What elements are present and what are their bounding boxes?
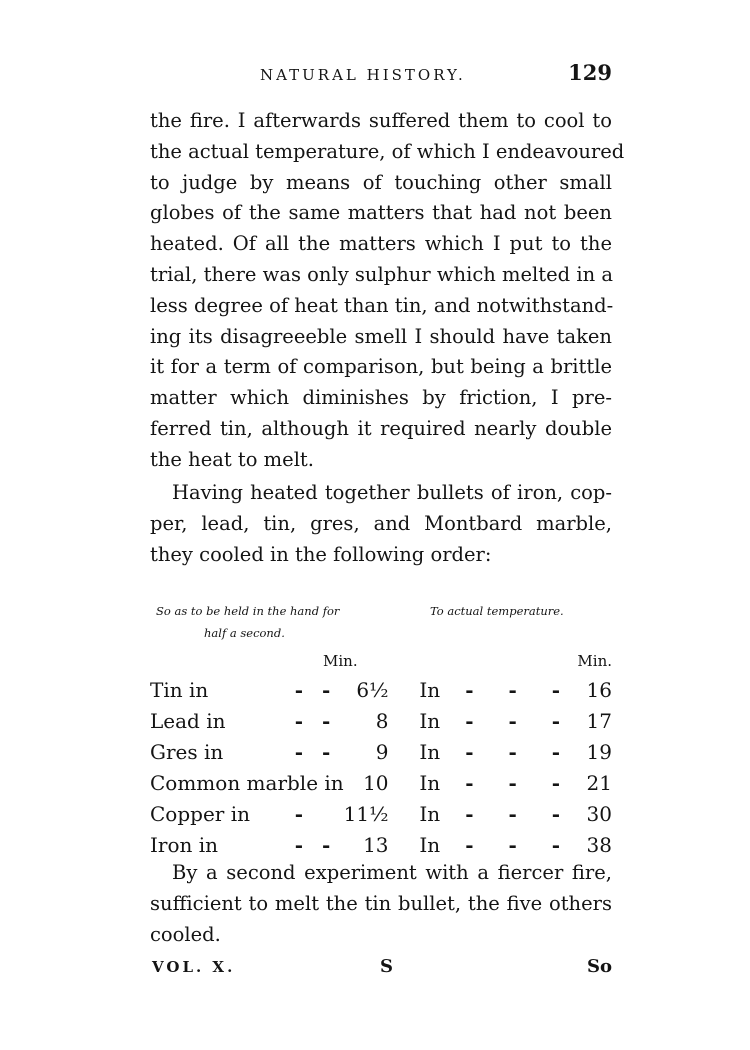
minutes-hand-cell: 6½	[356, 677, 389, 702]
leader-dots: - - -	[465, 739, 575, 764]
text-line: to judge by means of touching other small	[150, 170, 612, 194]
table-row	[150, 829, 612, 860]
leader-dots: - - -	[465, 677, 575, 702]
in-label: In	[419, 708, 441, 733]
metal-cell: Lead in	[150, 708, 226, 733]
paragraph-3	[150, 858, 612, 950]
text-line: ing its disagreeeble smell I should have taken	[150, 324, 612, 348]
text-line: less degree of heat than tin, and notwithstand-	[150, 293, 614, 317]
in-label: In	[419, 677, 441, 702]
text-line: it for a term of comparison, but being a brittle	[150, 355, 612, 379]
minutes-actual-cell: 30	[586, 801, 612, 826]
metal-cell: Gres in	[150, 739, 224, 764]
text-line: globes of the same matters that had not been	[150, 201, 612, 225]
unit-right: Min.	[577, 652, 612, 670]
text-line: ferred tin, although it required nearly double	[150, 416, 612, 440]
metal-cell: Copper in	[150, 801, 250, 826]
leader-dots: - -	[294, 739, 337, 764]
volume-signature: VOL. X.	[152, 958, 236, 976]
in-label: In	[419, 739, 441, 764]
in-label: In	[419, 801, 441, 826]
text-line: heated. Of all the matters which I put to the	[150, 232, 612, 256]
text-line: the fire. I afterwards suffered them to cool to	[150, 109, 612, 132]
running-head: NATURAL HISTORY.	[260, 66, 466, 84]
minutes-hand-cell: 8	[375, 708, 389, 733]
text-line: the actual temperature, of which I endeavoured	[150, 139, 625, 163]
text-line: matter which diminishes by friction, I pre-	[150, 386, 612, 410]
page-footer	[152, 956, 612, 984]
text-line: cooled.	[150, 922, 221, 946]
text-line: they cooled in the following order:	[150, 542, 492, 566]
text-line: By a second experiment with a fiercer fire,	[172, 861, 612, 884]
in-label: In	[419, 832, 441, 857]
caption-left-line-1: So as to be held in the hand for	[156, 604, 340, 618]
catchword: So	[586, 956, 612, 977]
text-line: sufficient to melt the tin bullet, the five others	[150, 891, 612, 915]
table-row	[150, 767, 612, 798]
minutes-hand-cell: 11½	[343, 801, 389, 826]
unit-left: Min.	[323, 652, 358, 670]
minutes-actual-cell: 16	[586, 677, 612, 702]
metal-cell: Tin in	[150, 677, 209, 702]
leader-dots: -	[294, 801, 309, 826]
units-row	[150, 652, 612, 672]
page-header	[152, 62, 612, 92]
paragraph-2	[150, 478, 612, 570]
leader-dots: - - -	[465, 770, 575, 795]
leader-dots: - -	[294, 832, 337, 857]
text-line: per, lead, tin, gres, and Montbard marble,	[150, 511, 612, 535]
text-line: the heat to melt.	[150, 447, 314, 471]
minutes-hand-cell: 10	[363, 770, 389, 795]
leader-dots: - - -	[465, 801, 575, 826]
minutes-actual-cell: 19	[586, 739, 612, 764]
minutes-actual-cell: 21	[586, 770, 612, 795]
caption-left	[156, 600, 339, 644]
leader-dots: - -	[294, 708, 337, 733]
in-label: In	[419, 770, 441, 795]
minutes-hand-cell: 13	[363, 832, 389, 857]
paragraph-1	[150, 106, 625, 476]
signature-mark: S	[380, 956, 393, 977]
caption-left-line-2: half a second.	[204, 626, 285, 640]
cooling-table	[150, 674, 612, 860]
caption-right: To actual temperature.	[430, 604, 564, 618]
text-line: trial, there was only sulphur which melted in a	[150, 262, 613, 286]
leader-dots: - - -	[465, 708, 575, 733]
page-number: 129	[568, 60, 612, 85]
table-row	[150, 674, 612, 705]
table-row	[150, 798, 612, 829]
minutes-actual-cell: 17	[586, 708, 612, 733]
table-row	[150, 705, 612, 736]
minutes-actual-cell: 38	[586, 832, 612, 857]
metal-cell: Common marble in	[150, 770, 344, 795]
minutes-hand-cell: 9	[375, 739, 389, 764]
text-line: Having heated together bullets of iron, cop-	[172, 481, 612, 504]
metal-cell: Iron in	[150, 832, 219, 857]
leader-dots: - -	[294, 677, 337, 702]
leader-dots: - - -	[465, 832, 575, 857]
table-row	[150, 736, 612, 767]
